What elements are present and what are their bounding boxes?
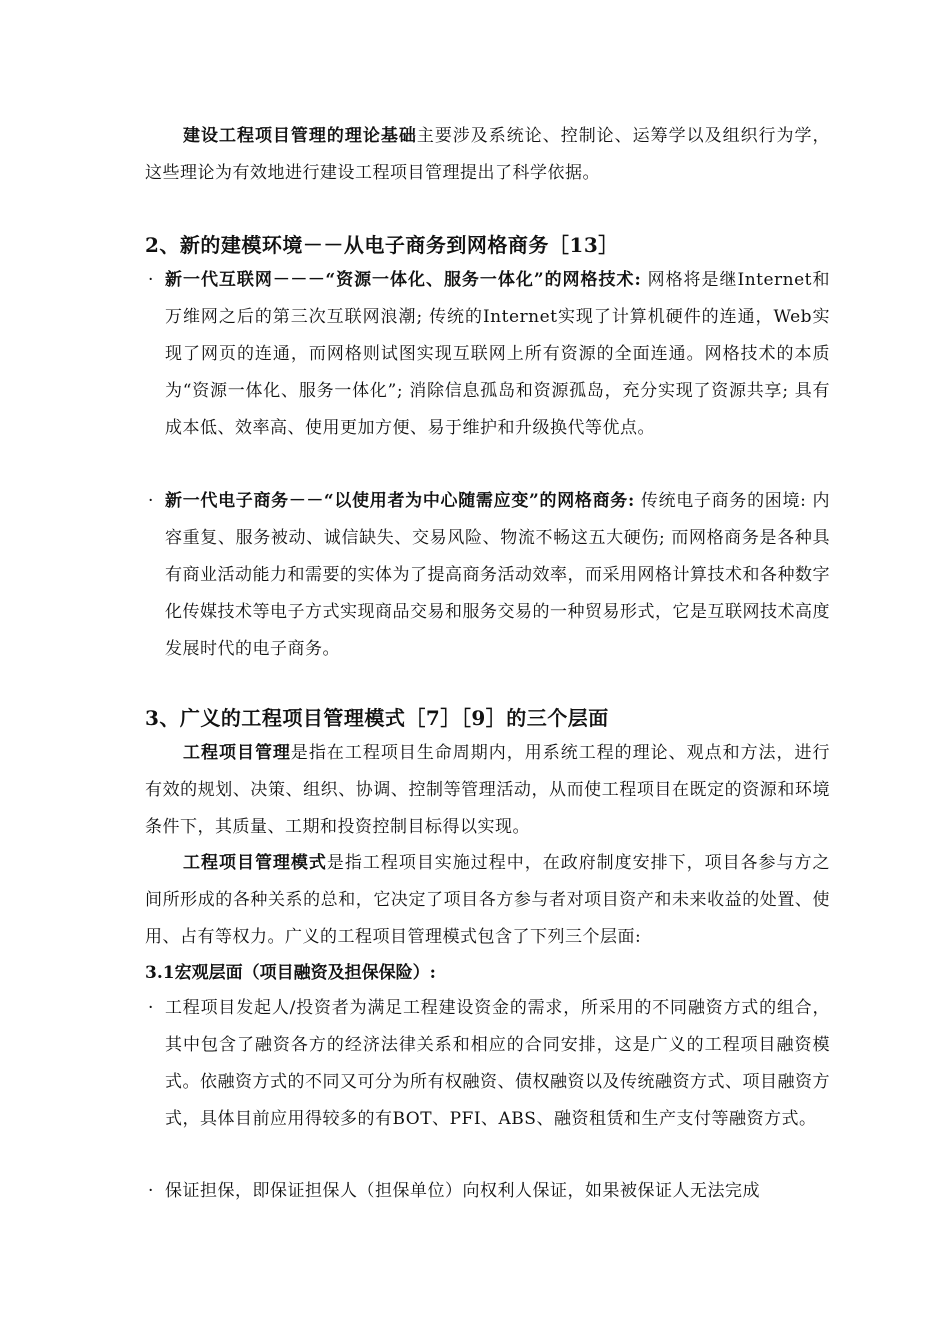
subsection-3-1-heading: 3.1宏观层面（项目融资及担保保险）: bbox=[145, 963, 436, 983]
bullet-text: 传统电子商务的困境: 内容重复、服务被动、诚信缺失、交易风险、物流不畅这五大硬伤; 而网格商务是各种具有商业活动能力和需要的实体为了提高商务活动效率，而采用网格计算技术和各种数字化传媒技术等电子方式实现商品交易和服务交易的一种贸易形式，它是互联网技术高度发展时代的电子商务。 bbox=[165, 491, 830, 659]
bullet-marker: · bbox=[148, 270, 154, 290]
para-text: 是指在工程项目生命周期内，用系统工程的理论、观点和方法，进行有效的规划、决策、组织、协调、控制等管理活动，从而使工程项目在既定的资源和环境条件下，其质量、工期和投资控制目标得以实现。 bbox=[145, 743, 831, 837]
intro-text: 主要涉及系统论、控制论、运筹学以及组织行为学，这些理论为有效地进行建设工程项目管理提出了科学依据。 bbox=[145, 126, 831, 183]
bullet-text: 网格将是继Internet和万维网之后的第三次互联网浪潮; 传统的Internet实现了计算机硬件的连通，Web实现了网页的连通，而网格则试图实现互联网上所有资源的全面连通。网格技术的本质为“资源一体化、服务一体化”; 消除信息孤岛和资源孤岛，充分实现了资源共享; 具有成本低、效率高、使用更加方便、易于维护和升级换代等优点。 bbox=[165, 270, 830, 438]
bullet-marker: · bbox=[148, 1181, 154, 1201]
bullet-text: 工程项目发起人/投资者为满足工程建设资金的需求，所采用的不同融资方式的组合，其中包含了融资各方的经济法律关系和相应的合同安排，这是广义的工程项目融资模式。依融资方式的不同又可分为所有权融资、债权融资以及传统融资方式、项目融资方式，具体目前应用得较多的有BOT、PFI、ABS、融资租赁和生产支付等融资方式。 bbox=[165, 998, 830, 1129]
bullet-marker: · bbox=[148, 998, 154, 1018]
section-2-bullet-grid-commerce bbox=[145, 483, 830, 668]
section-3-heading: 3、广义的工程项目管理模式［7］［9］的三个层面 bbox=[145, 706, 609, 730]
para-bold-term: 工程项目管理模式 bbox=[183, 853, 327, 873]
para-text: 是指工程项目实施过程中，在政府制度安排下，项目各参与方之间所形成的各种关系的总和，它决定了项目各方参与者对项目资产和未来收益的处置、使用、占有等权力。广义的工程项目管理模式包含了下列三个层面: bbox=[145, 853, 831, 947]
intro-paragraph bbox=[145, 118, 830, 192]
bullet-marker: · bbox=[148, 491, 154, 511]
section-3-paragraph-mode bbox=[145, 845, 830, 956]
bullet-bold-term: 新一代互联网－－－“资源一体化、服务一体化”的网格技术: bbox=[165, 270, 642, 290]
subsection-3-1-bullet-guarantee bbox=[145, 1173, 830, 1210]
subsection-3-1-bullet-financing bbox=[145, 990, 830, 1138]
bullet-bold-term: 新一代电子商务－－“以使用者为中心随需应变”的网格商务: bbox=[165, 491, 635, 511]
bullet-text: 保证担保，即保证担保人（担保单位）向权利人保证，如果被保证人无法完成 bbox=[165, 1181, 760, 1201]
section-2-heading: 2、新的建模环境－－从电子商务到网格商务［13］ bbox=[145, 233, 619, 257]
intro-bold-term: 建设工程项目管理的理论基础 bbox=[183, 126, 417, 146]
section-2-bullet-grid-tech bbox=[145, 262, 830, 447]
section-3-paragraph-definition bbox=[145, 735, 830, 846]
para-bold-term: 工程项目管理 bbox=[183, 743, 291, 763]
